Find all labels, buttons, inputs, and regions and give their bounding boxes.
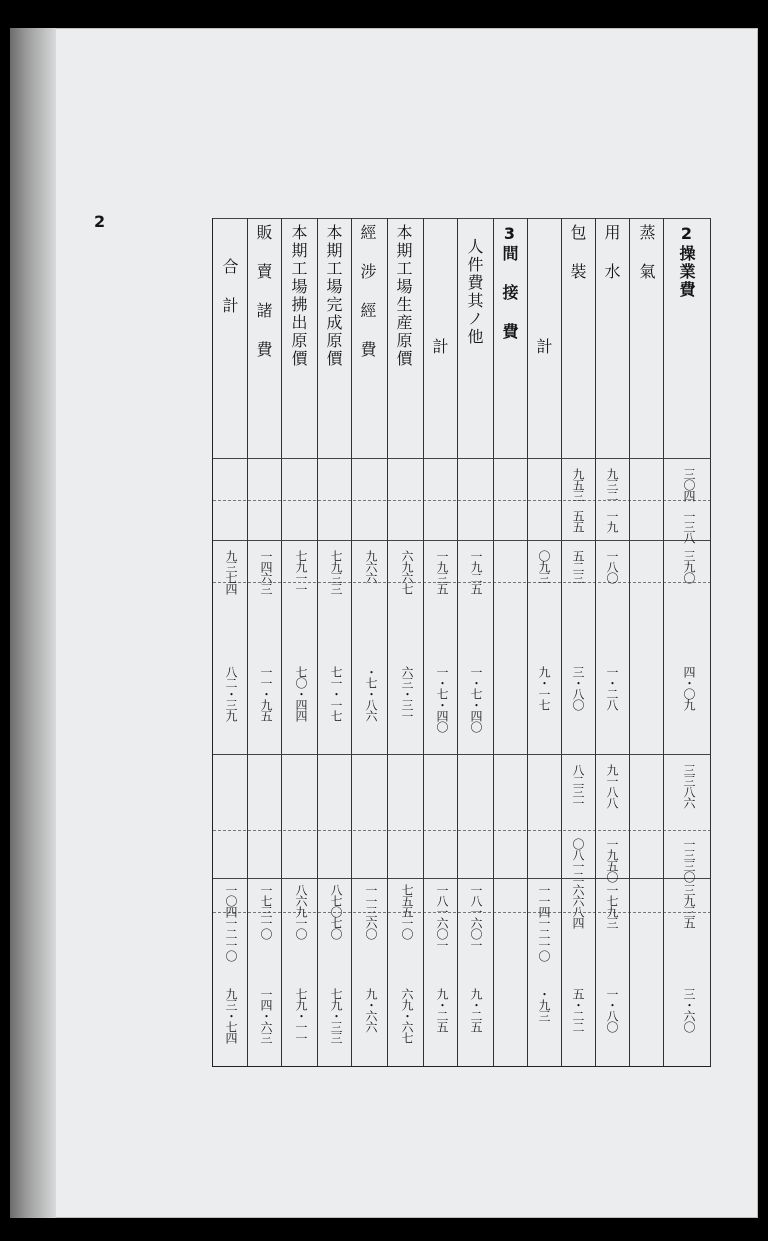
header-production-cost: 本期工場生産原價 bbox=[394, 224, 413, 368]
table-cell: 一四六三 bbox=[259, 550, 273, 594]
header-water: 用 水 bbox=[602, 224, 621, 281]
header-personnel: 人件費其ノ他 bbox=[465, 238, 484, 346]
table-cell: 一・八〇 bbox=[605, 988, 619, 1032]
table-cell: 九三二 bbox=[605, 468, 619, 501]
header-subtotal-2: 計 bbox=[430, 338, 449, 356]
table-cell: 一・七・四〇 bbox=[469, 666, 483, 732]
table-cell: 七九・一一 bbox=[294, 988, 308, 1043]
table-cell: 一四・六三 bbox=[259, 988, 273, 1043]
cost-table bbox=[212, 218, 711, 1067]
col-rule bbox=[387, 218, 388, 1066]
table-cell: 一九三五 bbox=[435, 550, 449, 594]
table-cell: 七五五一〇 bbox=[400, 884, 414, 939]
table-cell: 一八一六〇一 bbox=[435, 884, 449, 950]
table-cell: 三九三五 bbox=[682, 884, 696, 928]
table-cell: 三九〇 bbox=[682, 550, 696, 583]
table-cell: 一八一六〇一 bbox=[469, 884, 483, 950]
table-cell: 三〇四 bbox=[682, 468, 696, 501]
header-overhead: 經 涉 經 費 bbox=[358, 224, 377, 359]
table-cell: 七九・三三 bbox=[329, 988, 343, 1043]
table-cell: 五五 bbox=[571, 510, 585, 532]
table-cell: 九五三 bbox=[571, 468, 585, 501]
table-cell: 一〇四一二一〇 bbox=[224, 884, 238, 961]
row-rule bbox=[213, 878, 711, 879]
table-cell: ・七・八六 bbox=[364, 666, 378, 721]
col-rule bbox=[457, 218, 458, 1066]
table-cell: 〇九三 bbox=[537, 550, 551, 583]
table-cell: 一一三六〇 bbox=[364, 884, 378, 939]
table-cell: 九・一七 bbox=[537, 666, 551, 710]
col-rule bbox=[595, 218, 596, 1066]
row-rule bbox=[213, 540, 711, 541]
table-cell: 七〇・四四 bbox=[294, 666, 308, 721]
table-cell: 六六八四 bbox=[571, 884, 585, 928]
table-cell: 六九・六七 bbox=[400, 988, 414, 1043]
header-subtotal: 計 bbox=[534, 338, 553, 356]
table-cell: 九・二五 bbox=[435, 988, 449, 1032]
header-rule bbox=[213, 458, 711, 459]
table-cell: 九三・七四 bbox=[224, 988, 238, 1043]
table-cell: 一八〇 bbox=[605, 550, 619, 583]
table-top-rule bbox=[213, 218, 711, 219]
book-spine bbox=[10, 28, 56, 1218]
table-cell: 一一四一二一〇 bbox=[537, 884, 551, 961]
table-cell: 一九二五 bbox=[469, 550, 483, 594]
header-indirect-expenses: 3間 接 費 bbox=[500, 224, 519, 341]
row-rule bbox=[213, 830, 711, 831]
table-cell: 一九五〇 bbox=[605, 838, 619, 882]
header-grand-total: 合 計 bbox=[220, 258, 239, 315]
col-rule bbox=[561, 218, 562, 1066]
row-rule bbox=[213, 754, 711, 755]
row-rule bbox=[213, 500, 711, 501]
ledger-page bbox=[10, 28, 758, 1218]
header-operating-expenses: 2操業費 bbox=[677, 224, 696, 299]
table-cell: 八二三一 bbox=[571, 764, 585, 808]
page-number: 2 bbox=[94, 212, 106, 231]
table-cell: 九三七四 bbox=[224, 550, 238, 594]
header-sales-expenses: 販 賣 諸 費 bbox=[254, 224, 273, 359]
table-cell: 一・二八 bbox=[605, 666, 619, 710]
table-cell: 〇八一二 bbox=[571, 838, 585, 882]
table-cell: 六九六七 bbox=[400, 550, 414, 594]
table-cell: 五・二二 bbox=[571, 988, 585, 1032]
header-packing: 包 裝 bbox=[568, 224, 587, 281]
table-cell: 三・八〇 bbox=[571, 666, 585, 710]
header-shipped-cost: 本期工場拂出原價 bbox=[289, 224, 308, 368]
table-cell: 八二・三九 bbox=[224, 666, 238, 721]
table-cell: 八七〇七〇 bbox=[329, 884, 343, 939]
table-cell: 七九三三 bbox=[329, 550, 343, 594]
table-cell: 三三八六 bbox=[682, 764, 696, 808]
col-rule bbox=[493, 218, 494, 1066]
table-cell: 九・二五 bbox=[469, 988, 483, 1032]
col-rule bbox=[281, 218, 282, 1066]
col-rule bbox=[710, 218, 711, 1066]
table-cell: 一三八 bbox=[682, 510, 696, 543]
table-cell: 六三・三一 bbox=[400, 666, 414, 721]
table-cell: 五二三 bbox=[571, 550, 585, 583]
table-cell: 三・六〇 bbox=[682, 988, 696, 1032]
table-cell: 七一・一七 bbox=[329, 666, 343, 721]
table-cell: 一三三〇 bbox=[682, 838, 696, 882]
header-completed-cost: 本期工場完成原價 bbox=[324, 224, 343, 368]
table-cell: 一・七・四〇 bbox=[435, 666, 449, 732]
col-rule bbox=[317, 218, 318, 1066]
table-cell: ・九三 bbox=[537, 988, 551, 1021]
col-rule bbox=[423, 218, 424, 1066]
col-rule bbox=[247, 218, 248, 1066]
table-cell: 一一・九五 bbox=[259, 666, 273, 721]
col-rule bbox=[351, 218, 352, 1066]
col-rule bbox=[663, 218, 664, 1066]
table-cell: 一七九三 bbox=[605, 884, 619, 928]
table-cell: 九一八八 bbox=[605, 764, 619, 808]
col-rule bbox=[629, 218, 630, 1066]
table-cell: 七九一一 bbox=[294, 550, 308, 594]
table-cell: 九・六六 bbox=[364, 988, 378, 1032]
col-rule bbox=[527, 218, 528, 1066]
header-steam: 蒸 氣 bbox=[637, 224, 656, 281]
table-cell: 九六六 bbox=[364, 550, 378, 583]
table-cell: 一七三一〇 bbox=[259, 884, 273, 939]
table-cell: 八六九一〇 bbox=[294, 884, 308, 939]
table-cell: 四・〇九 bbox=[682, 666, 696, 710]
table-cell: 一九 bbox=[605, 510, 619, 532]
